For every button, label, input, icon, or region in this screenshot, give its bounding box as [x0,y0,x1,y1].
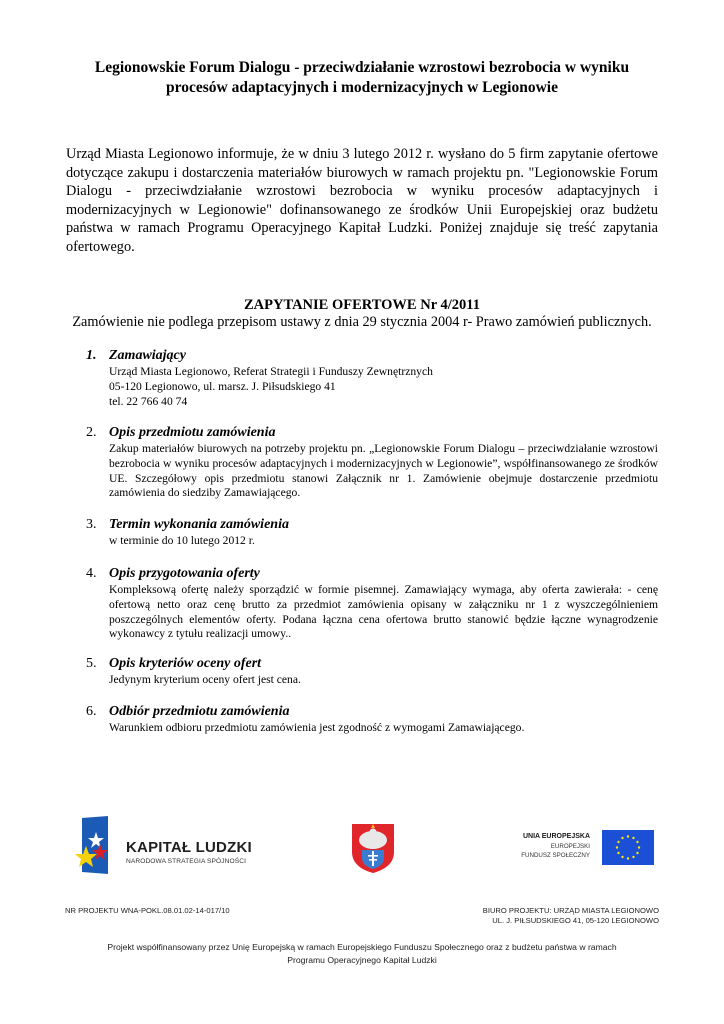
eu-flag-icon [602,830,654,865]
document-title [60,58,664,98]
intro-paragraph: Urząd Miasta Legionowo informuje, że w dniu 3 lutego 2012 r. wysłano do 5 firm zapytanie ofertowe dotyczące zakupu i dostarczenia materiałów biurowych w ramach projektu pn. "Legionowskie Forum Dialogu - przeciwdziałanie wzrostowi bezrobocia w wyniku procesów adaptacyjnych i modernizacyjnych w Legionowie" dofinansowanego ze środków Unii Europejskiej oraz budżetu państwa w ramach Programu Operacyjnego Kapitał Ludzki. Poniżej znajduje się treść zapytania ofertowego. [66,146,658,255]
section-number: 1. [86,348,97,363]
cofinancing-line-1: Projekt współfinansowany przez Unię Europejską w ramach Europejskiego Funduszu Społecznego oraz z budżetu państwa w ramach [107,942,617,952]
section-body: Warunkiem odbioru przedmiotu zamówienia jest zgodność z wymogami Zamawiającego. [109,721,525,734]
section-body: Jedynym kryterium oceny ofert jest cena. [109,673,301,686]
ordering-party-phone: tel. 22 766 40 74 [109,394,188,408]
eu-line-2: EUROPEJSKI [550,843,590,850]
section-title: Odbiór przedmiotu zamówienia [109,704,290,719]
section-body: Zakup materiałów biurowych na potrzeby projektu pn. „Legionowskie Forum Dialogu – przeciwdziałanie wzrostowi bezrobocia w wyniku procesów adaptacyjnych i modernizacyjnych w Legionowie”, współfinansowanego ze środków UE. Szczegółowy opis przedmiotu stanowi Załącznik nr 1. Zamówienie obejmuje dostarczenie przedmiotu zamówienia do siedziby Zamawiającego. [109,442,658,500]
ordering-party-address: 05-120 Legionowo, ul. marsz. J. Piłsudskiego 41 [109,379,336,393]
eu-logo-text [521,832,590,860]
section-title: Opis przedmiotu zamówienia [109,425,276,440]
cofinancing-line-2: Programu Operacyjnego Kapitał Ludzki [287,954,437,965]
inquiry-subheading: Zamówienie nie podlega przepisom ustawy z dnia 29 stycznia 2004 r- Prawo zamówień publicznych. [72,314,652,330]
eu-line-3: FUNDUSZ SPOŁECZNY [521,852,590,859]
eu-line-1: UNIA EUROPEJSKA [522,833,590,840]
logos-row [60,812,664,878]
kapital-ludzki-name: KAPITAŁ LUDZKI [126,839,252,856]
kapital-ludzki-subtitle: NARODOWA STRATEGIA SPÓJNOŚCI [126,858,247,865]
section-body: Kompleksową ofertę należy sporządzić w formie pisemnej. Zamawiający wymaga, aby oferta zawierała: - cenę ofertową netto oraz cenę brutto za przedmiot zamówienia opisany w załączniku nr 1 z wyszczególnieniem poszczególnych elementów oferty. Podana łączna cena ofertowa brutto stanowić będzie łączne wynagrodzenie wykonawcy z tytułu realizacji umowy.. [109,583,658,641]
section-number: 3. [86,517,97,532]
kapital-ludzki-flag-icon [74,816,108,874]
section-order-description [86,424,658,501]
cofinancing-note [60,941,664,966]
section-acceptance [86,703,658,736]
section-ordering-party [86,347,658,409]
section-body: w terminie do 10 lutego 2012 r. [109,534,255,547]
title-line-2: procesów adaptacyjnych i modernizacyjnych w Legionowie [166,79,558,96]
section-body [109,365,658,409]
project-office-line-2: UL. J. PIŁSUDSKIEGO 41, 05-120 LEGIONOWO [492,916,659,925]
title-line-1: Legionowskie Forum Dialogu - przeciwdziałanie wzrostowi bezrobocia w wyniku [94,59,630,76]
project-office [483,906,659,926]
section-number: 6. [86,704,97,719]
inquiry-heading: ZAPYTANIE OFERTOWE Nr 4/2011 [244,297,480,313]
section-deadline [86,516,658,549]
section-number: 2. [86,425,97,440]
section-title: Termin wykonania zamówienia [109,517,289,532]
ordering-party-name: Urząd Miasta Legionowo, Referat Strategii i Funduszy Zewnętrznych [109,365,433,378]
section-number: 4. [86,566,97,581]
eu-logo [520,829,654,867]
project-office-line-1: BIURO PROJEKTU: URZĄD MIASTA LEGIONOWO [482,906,659,915]
section-number: 5. [86,656,97,671]
section-evaluation-criteria [86,655,658,688]
section-offer-preparation [86,565,658,642]
legionowo-coat-of-arms-icon [350,822,396,874]
section-title: Zamawiający [109,348,186,363]
kapital-ludzki-logo [68,816,258,876]
section-title: Opis kryteriów oceny ofert [109,656,262,671]
project-number: NR PROJEKTU WNA-POKL.08.01.02-14-017/10 [65,906,230,915]
section-title: Opis przygotowania oferty [109,566,260,581]
